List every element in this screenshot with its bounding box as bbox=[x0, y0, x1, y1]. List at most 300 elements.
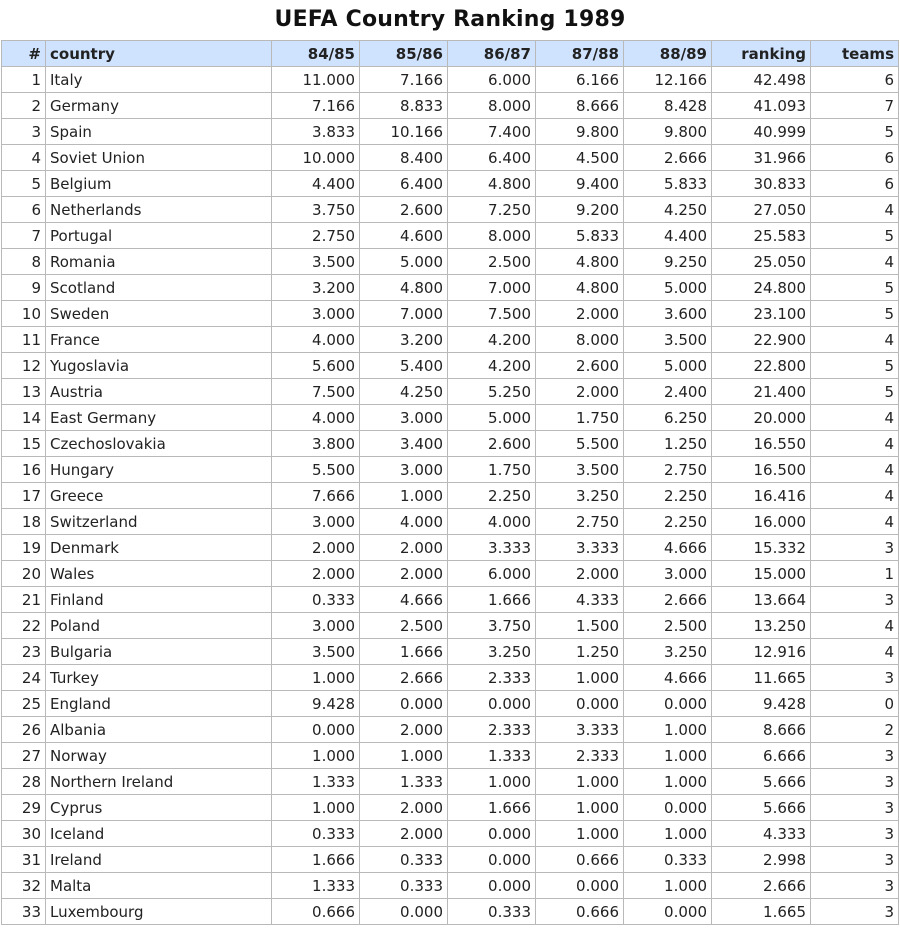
value-87-88: 0.666 bbox=[536, 899, 624, 925]
value-85-86: 8.833 bbox=[360, 93, 448, 119]
value-84-85: 0.666 bbox=[272, 899, 360, 925]
value-85-86: 2.000 bbox=[360, 535, 448, 561]
ranking-cell: 20.000 bbox=[712, 405, 811, 431]
teams-cell: 5 bbox=[811, 353, 899, 379]
table-row bbox=[2, 899, 899, 925]
table-header-row bbox=[2, 41, 899, 67]
value-84-85: 3.500 bbox=[272, 639, 360, 665]
value-84-85: 11.000 bbox=[272, 67, 360, 93]
ranking-cell: 4.333 bbox=[712, 821, 811, 847]
table-row bbox=[2, 561, 899, 587]
teams-cell: 4 bbox=[811, 405, 899, 431]
table-row bbox=[2, 197, 899, 223]
teams-cell: 4 bbox=[811, 639, 899, 665]
value-88-89: 4.250 bbox=[624, 197, 712, 223]
value-86-87: 0.333 bbox=[448, 899, 536, 925]
ranking-cell: 1.665 bbox=[712, 899, 811, 925]
value-84-85: 3.500 bbox=[272, 249, 360, 275]
value-84-85: 2.000 bbox=[272, 535, 360, 561]
value-86-87: 0.000 bbox=[448, 691, 536, 717]
value-88-89: 2.666 bbox=[624, 145, 712, 171]
value-88-89: 1.000 bbox=[624, 717, 712, 743]
table-row bbox=[2, 431, 899, 457]
value-87-88: 0.000 bbox=[536, 873, 624, 899]
table-row bbox=[2, 639, 899, 665]
value-88-89: 2.400 bbox=[624, 379, 712, 405]
value-88-89: 2.250 bbox=[624, 483, 712, 509]
table-row bbox=[2, 821, 899, 847]
value-87-88: 1.750 bbox=[536, 405, 624, 431]
value-86-87: 0.000 bbox=[448, 847, 536, 873]
value-85-86: 4.666 bbox=[360, 587, 448, 613]
rank-cell: 6 bbox=[2, 197, 46, 223]
country-cell: Finland bbox=[46, 587, 272, 613]
table-row bbox=[2, 353, 899, 379]
value-84-85: 0.333 bbox=[272, 821, 360, 847]
rank-cell: 2 bbox=[2, 93, 46, 119]
teams-cell: 7 bbox=[811, 93, 899, 119]
value-84-85: 2.000 bbox=[272, 561, 360, 587]
value-85-86: 3.000 bbox=[360, 457, 448, 483]
ranking-cell: 16.550 bbox=[712, 431, 811, 457]
value-88-89: 6.250 bbox=[624, 405, 712, 431]
value-85-86: 0.333 bbox=[360, 873, 448, 899]
value-85-86: 4.000 bbox=[360, 509, 448, 535]
country-cell: Bulgaria bbox=[46, 639, 272, 665]
value-85-86: 2.000 bbox=[360, 821, 448, 847]
country-cell: Denmark bbox=[46, 535, 272, 561]
country-cell: Luxembourg bbox=[46, 899, 272, 925]
teams-cell: 3 bbox=[811, 821, 899, 847]
rank-cell: 21 bbox=[2, 587, 46, 613]
value-86-87: 3.750 bbox=[448, 613, 536, 639]
rank-cell: 14 bbox=[2, 405, 46, 431]
ranking-cell: 22.800 bbox=[712, 353, 811, 379]
rank-cell: 4 bbox=[2, 145, 46, 171]
value-88-89: 0.000 bbox=[624, 899, 712, 925]
rank-cell: 31 bbox=[2, 847, 46, 873]
ranking-cell: 15.332 bbox=[712, 535, 811, 561]
teams-cell: 3 bbox=[811, 795, 899, 821]
value-84-85: 3.200 bbox=[272, 275, 360, 301]
country-cell: Italy bbox=[46, 67, 272, 93]
value-87-88: 6.166 bbox=[536, 67, 624, 93]
value-88-89: 2.750 bbox=[624, 457, 712, 483]
teams-cell: 5 bbox=[811, 119, 899, 145]
value-86-87: 4.800 bbox=[448, 171, 536, 197]
country-cell: Poland bbox=[46, 613, 272, 639]
table-row bbox=[2, 275, 899, 301]
value-86-87: 3.333 bbox=[448, 535, 536, 561]
rank-cell: 12 bbox=[2, 353, 46, 379]
value-87-88: 2.600 bbox=[536, 353, 624, 379]
value-84-85: 1.666 bbox=[272, 847, 360, 873]
value-87-88: 2.750 bbox=[536, 509, 624, 535]
ranking-cell: 5.666 bbox=[712, 769, 811, 795]
value-85-86: 10.166 bbox=[360, 119, 448, 145]
ranking-cell: 40.999 bbox=[712, 119, 811, 145]
rank-cell: 27 bbox=[2, 743, 46, 769]
country-cell: Turkey bbox=[46, 665, 272, 691]
country-cell: Switzerland bbox=[46, 509, 272, 535]
value-85-86: 2.000 bbox=[360, 717, 448, 743]
value-87-88: 5.833 bbox=[536, 223, 624, 249]
value-84-85: 7.500 bbox=[272, 379, 360, 405]
country-cell: Soviet Union bbox=[46, 145, 272, 171]
value-85-86: 3.400 bbox=[360, 431, 448, 457]
value-88-89: 8.428 bbox=[624, 93, 712, 119]
value-84-85: 5.500 bbox=[272, 457, 360, 483]
country-cell: Czechoslovakia bbox=[46, 431, 272, 457]
value-84-85: 1.000 bbox=[272, 665, 360, 691]
header-season-85-86: 85/86 bbox=[360, 41, 448, 67]
table-row bbox=[2, 743, 899, 769]
rank-cell: 19 bbox=[2, 535, 46, 561]
value-84-85: 1.333 bbox=[272, 873, 360, 899]
table-row bbox=[2, 145, 899, 171]
value-84-85: 9.428 bbox=[272, 691, 360, 717]
table-row bbox=[2, 405, 899, 431]
ranking-cell: 22.900 bbox=[712, 327, 811, 353]
teams-cell: 3 bbox=[811, 743, 899, 769]
ranking-cell: 5.666 bbox=[712, 795, 811, 821]
table-row bbox=[2, 769, 899, 795]
value-88-89: 3.500 bbox=[624, 327, 712, 353]
header-season-88-89: 88/89 bbox=[624, 41, 712, 67]
value-87-88: 3.500 bbox=[536, 457, 624, 483]
value-86-87: 1.333 bbox=[448, 743, 536, 769]
ranking-cell: 25.583 bbox=[712, 223, 811, 249]
value-86-87: 4.200 bbox=[448, 327, 536, 353]
value-84-85: 3.000 bbox=[272, 613, 360, 639]
value-88-89: 2.666 bbox=[624, 587, 712, 613]
value-88-89: 1.000 bbox=[624, 743, 712, 769]
value-87-88: 3.333 bbox=[536, 717, 624, 743]
value-86-87: 7.000 bbox=[448, 275, 536, 301]
table-row bbox=[2, 795, 899, 821]
rank-cell: 32 bbox=[2, 873, 46, 899]
value-86-87: 6.000 bbox=[448, 561, 536, 587]
country-cell: Norway bbox=[46, 743, 272, 769]
country-cell: Germany bbox=[46, 93, 272, 119]
rank-cell: 15 bbox=[2, 431, 46, 457]
value-88-89: 4.400 bbox=[624, 223, 712, 249]
teams-cell: 6 bbox=[811, 67, 899, 93]
value-86-87: 2.500 bbox=[448, 249, 536, 275]
rank-cell: 20 bbox=[2, 561, 46, 587]
rank-cell: 9 bbox=[2, 275, 46, 301]
value-85-86: 8.400 bbox=[360, 145, 448, 171]
header-country: country bbox=[46, 41, 272, 67]
teams-cell: 4 bbox=[811, 457, 899, 483]
table-row bbox=[2, 691, 899, 717]
rank-cell: 24 bbox=[2, 665, 46, 691]
table-row bbox=[2, 223, 899, 249]
value-86-87: 6.400 bbox=[448, 145, 536, 171]
value-88-89: 0.333 bbox=[624, 847, 712, 873]
value-84-85: 5.600 bbox=[272, 353, 360, 379]
teams-cell: 4 bbox=[811, 249, 899, 275]
rank-cell: 18 bbox=[2, 509, 46, 535]
value-85-86: 2.600 bbox=[360, 197, 448, 223]
value-85-86: 1.000 bbox=[360, 483, 448, 509]
rank-cell: 22 bbox=[2, 613, 46, 639]
value-85-86: 0.000 bbox=[360, 899, 448, 925]
value-86-87: 5.000 bbox=[448, 405, 536, 431]
country-cell: Romania bbox=[46, 249, 272, 275]
table-row bbox=[2, 249, 899, 275]
value-86-87: 2.600 bbox=[448, 431, 536, 457]
value-87-88: 1.000 bbox=[536, 769, 624, 795]
teams-cell: 6 bbox=[811, 171, 899, 197]
ranking-cell: 8.666 bbox=[712, 717, 811, 743]
ranking-cell: 16.500 bbox=[712, 457, 811, 483]
table-row bbox=[2, 301, 899, 327]
value-88-89: 3.000 bbox=[624, 561, 712, 587]
value-87-88: 4.800 bbox=[536, 249, 624, 275]
table-row bbox=[2, 457, 899, 483]
ranking-cell: 12.916 bbox=[712, 639, 811, 665]
value-88-89: 1.000 bbox=[624, 769, 712, 795]
rank-cell: 11 bbox=[2, 327, 46, 353]
country-cell: Spain bbox=[46, 119, 272, 145]
country-cell: Iceland bbox=[46, 821, 272, 847]
ranking-cell: 11.665 bbox=[712, 665, 811, 691]
value-87-88: 0.666 bbox=[536, 847, 624, 873]
country-cell: Belgium bbox=[46, 171, 272, 197]
table-row bbox=[2, 67, 899, 93]
value-87-88: 3.333 bbox=[536, 535, 624, 561]
value-85-86: 1.333 bbox=[360, 769, 448, 795]
value-85-86: 2.000 bbox=[360, 561, 448, 587]
value-86-87: 2.250 bbox=[448, 483, 536, 509]
ranking-cell: 2.998 bbox=[712, 847, 811, 873]
value-88-89: 5.833 bbox=[624, 171, 712, 197]
teams-cell: 4 bbox=[811, 509, 899, 535]
ranking-cell: 23.100 bbox=[712, 301, 811, 327]
ranking-cell: 24.800 bbox=[712, 275, 811, 301]
rank-cell: 17 bbox=[2, 483, 46, 509]
value-88-89: 2.250 bbox=[624, 509, 712, 535]
ranking-cell: 25.050 bbox=[712, 249, 811, 275]
value-87-88: 0.000 bbox=[536, 691, 624, 717]
value-86-87: 7.500 bbox=[448, 301, 536, 327]
value-84-85: 3.000 bbox=[272, 509, 360, 535]
value-85-86: 1.000 bbox=[360, 743, 448, 769]
value-85-86: 4.600 bbox=[360, 223, 448, 249]
value-88-89: 1.250 bbox=[624, 431, 712, 457]
value-86-87: 0.000 bbox=[448, 821, 536, 847]
teams-cell: 3 bbox=[811, 535, 899, 561]
teams-cell: 1 bbox=[811, 561, 899, 587]
country-cell: Netherlands bbox=[46, 197, 272, 223]
rank-cell: 5 bbox=[2, 171, 46, 197]
table-row bbox=[2, 717, 899, 743]
value-88-89: 9.250 bbox=[624, 249, 712, 275]
table-row bbox=[2, 665, 899, 691]
country-cell: Portugal bbox=[46, 223, 272, 249]
value-87-88: 9.200 bbox=[536, 197, 624, 223]
ranking-cell: 16.416 bbox=[712, 483, 811, 509]
value-84-85: 4.400 bbox=[272, 171, 360, 197]
country-cell: East Germany bbox=[46, 405, 272, 431]
value-85-86: 5.000 bbox=[360, 249, 448, 275]
table-row bbox=[2, 847, 899, 873]
value-87-88: 1.000 bbox=[536, 821, 624, 847]
ranking-cell: 30.833 bbox=[712, 171, 811, 197]
header-rank: # bbox=[2, 41, 46, 67]
ranking-table bbox=[1, 40, 899, 925]
value-88-89: 0.000 bbox=[624, 691, 712, 717]
value-88-89: 4.666 bbox=[624, 535, 712, 561]
value-86-87: 1.000 bbox=[448, 769, 536, 795]
value-87-88: 4.800 bbox=[536, 275, 624, 301]
header-teams: teams bbox=[811, 41, 899, 67]
ranking-cell: 21.400 bbox=[712, 379, 811, 405]
table-body bbox=[2, 67, 899, 925]
value-87-88: 1.000 bbox=[536, 795, 624, 821]
table-row bbox=[2, 613, 899, 639]
teams-cell: 4 bbox=[811, 197, 899, 223]
rank-cell: 10 bbox=[2, 301, 46, 327]
value-88-89: 1.000 bbox=[624, 821, 712, 847]
rank-cell: 3 bbox=[2, 119, 46, 145]
teams-cell: 5 bbox=[811, 379, 899, 405]
ranking-cell: 2.666 bbox=[712, 873, 811, 899]
value-88-89: 4.666 bbox=[624, 665, 712, 691]
country-cell: England bbox=[46, 691, 272, 717]
value-87-88: 2.000 bbox=[536, 301, 624, 327]
ranking-cell: 6.666 bbox=[712, 743, 811, 769]
value-87-88: 4.333 bbox=[536, 587, 624, 613]
value-86-87: 7.400 bbox=[448, 119, 536, 145]
rank-cell: 30 bbox=[2, 821, 46, 847]
value-86-87: 1.750 bbox=[448, 457, 536, 483]
value-84-85: 1.000 bbox=[272, 743, 360, 769]
country-cell: Scotland bbox=[46, 275, 272, 301]
teams-cell: 6 bbox=[811, 145, 899, 171]
table-row bbox=[2, 379, 899, 405]
country-cell: Sweden bbox=[46, 301, 272, 327]
teams-cell: 0 bbox=[811, 691, 899, 717]
page-title: UEFA Country Ranking 1989 bbox=[274, 7, 626, 32]
value-88-89: 5.000 bbox=[624, 353, 712, 379]
ranking-cell: 15.000 bbox=[712, 561, 811, 587]
value-84-85: 10.000 bbox=[272, 145, 360, 171]
rank-cell: 7 bbox=[2, 223, 46, 249]
value-86-87: 1.666 bbox=[448, 587, 536, 613]
table-row bbox=[2, 93, 899, 119]
value-86-87: 1.666 bbox=[448, 795, 536, 821]
rank-cell: 28 bbox=[2, 769, 46, 795]
teams-cell: 4 bbox=[811, 613, 899, 639]
teams-cell: 4 bbox=[811, 483, 899, 509]
value-85-86: 4.250 bbox=[360, 379, 448, 405]
header-season-86-87: 86/87 bbox=[448, 41, 536, 67]
value-87-88: 9.400 bbox=[536, 171, 624, 197]
teams-cell: 4 bbox=[811, 327, 899, 353]
country-cell: Malta bbox=[46, 873, 272, 899]
value-85-86: 3.000 bbox=[360, 405, 448, 431]
value-86-87: 5.250 bbox=[448, 379, 536, 405]
value-84-85: 1.333 bbox=[272, 769, 360, 795]
rank-cell: 16 bbox=[2, 457, 46, 483]
country-cell: Austria bbox=[46, 379, 272, 405]
value-87-88: 1.250 bbox=[536, 639, 624, 665]
value-86-87: 0.000 bbox=[448, 873, 536, 899]
value-86-87: 2.333 bbox=[448, 665, 536, 691]
value-85-86: 5.400 bbox=[360, 353, 448, 379]
header-season-84-85: 84/85 bbox=[272, 41, 360, 67]
country-cell: Cyprus bbox=[46, 795, 272, 821]
value-86-87: 8.000 bbox=[448, 93, 536, 119]
value-86-87: 3.250 bbox=[448, 639, 536, 665]
value-88-89: 12.166 bbox=[624, 67, 712, 93]
value-85-86: 3.200 bbox=[360, 327, 448, 353]
value-84-85: 3.750 bbox=[272, 197, 360, 223]
value-88-89: 5.000 bbox=[624, 275, 712, 301]
value-84-85: 0.000 bbox=[272, 717, 360, 743]
rank-cell: 29 bbox=[2, 795, 46, 821]
value-86-87: 7.250 bbox=[448, 197, 536, 223]
value-85-86: 2.500 bbox=[360, 613, 448, 639]
value-85-86: 6.400 bbox=[360, 171, 448, 197]
value-84-85: 4.000 bbox=[272, 405, 360, 431]
table-row bbox=[2, 587, 899, 613]
value-86-87: 2.333 bbox=[448, 717, 536, 743]
value-84-85: 1.000 bbox=[272, 795, 360, 821]
value-86-87: 4.200 bbox=[448, 353, 536, 379]
value-87-88: 1.000 bbox=[536, 665, 624, 691]
teams-cell: 5 bbox=[811, 301, 899, 327]
value-87-88: 2.333 bbox=[536, 743, 624, 769]
value-85-86: 4.800 bbox=[360, 275, 448, 301]
ranking-cell: 16.000 bbox=[712, 509, 811, 535]
value-84-85: 2.750 bbox=[272, 223, 360, 249]
teams-cell: 2 bbox=[811, 717, 899, 743]
table-row bbox=[2, 535, 899, 561]
value-85-86: 1.666 bbox=[360, 639, 448, 665]
country-cell: Northern Ireland bbox=[46, 769, 272, 795]
value-87-88: 1.500 bbox=[536, 613, 624, 639]
ranking-cell: 42.498 bbox=[712, 67, 811, 93]
value-87-88: 4.500 bbox=[536, 145, 624, 171]
value-88-89: 9.800 bbox=[624, 119, 712, 145]
value-87-88: 9.800 bbox=[536, 119, 624, 145]
ranking-cell: 9.428 bbox=[712, 691, 811, 717]
ranking-cell: 41.093 bbox=[712, 93, 811, 119]
value-84-85: 7.666 bbox=[272, 483, 360, 509]
value-87-88: 2.000 bbox=[536, 561, 624, 587]
value-86-87: 8.000 bbox=[448, 223, 536, 249]
teams-cell: 3 bbox=[811, 899, 899, 925]
teams-cell: 3 bbox=[811, 769, 899, 795]
value-86-87: 6.000 bbox=[448, 67, 536, 93]
rank-cell: 13 bbox=[2, 379, 46, 405]
value-88-89: 3.600 bbox=[624, 301, 712, 327]
value-87-88: 8.666 bbox=[536, 93, 624, 119]
value-87-88: 8.000 bbox=[536, 327, 624, 353]
value-84-85: 0.333 bbox=[272, 587, 360, 613]
rank-cell: 8 bbox=[2, 249, 46, 275]
ranking-cell: 31.966 bbox=[712, 145, 811, 171]
table-row bbox=[2, 509, 899, 535]
value-85-86: 7.166 bbox=[360, 67, 448, 93]
ranking-cell: 27.050 bbox=[712, 197, 811, 223]
value-84-85: 3.000 bbox=[272, 301, 360, 327]
table-row bbox=[2, 119, 899, 145]
table-row bbox=[2, 873, 899, 899]
